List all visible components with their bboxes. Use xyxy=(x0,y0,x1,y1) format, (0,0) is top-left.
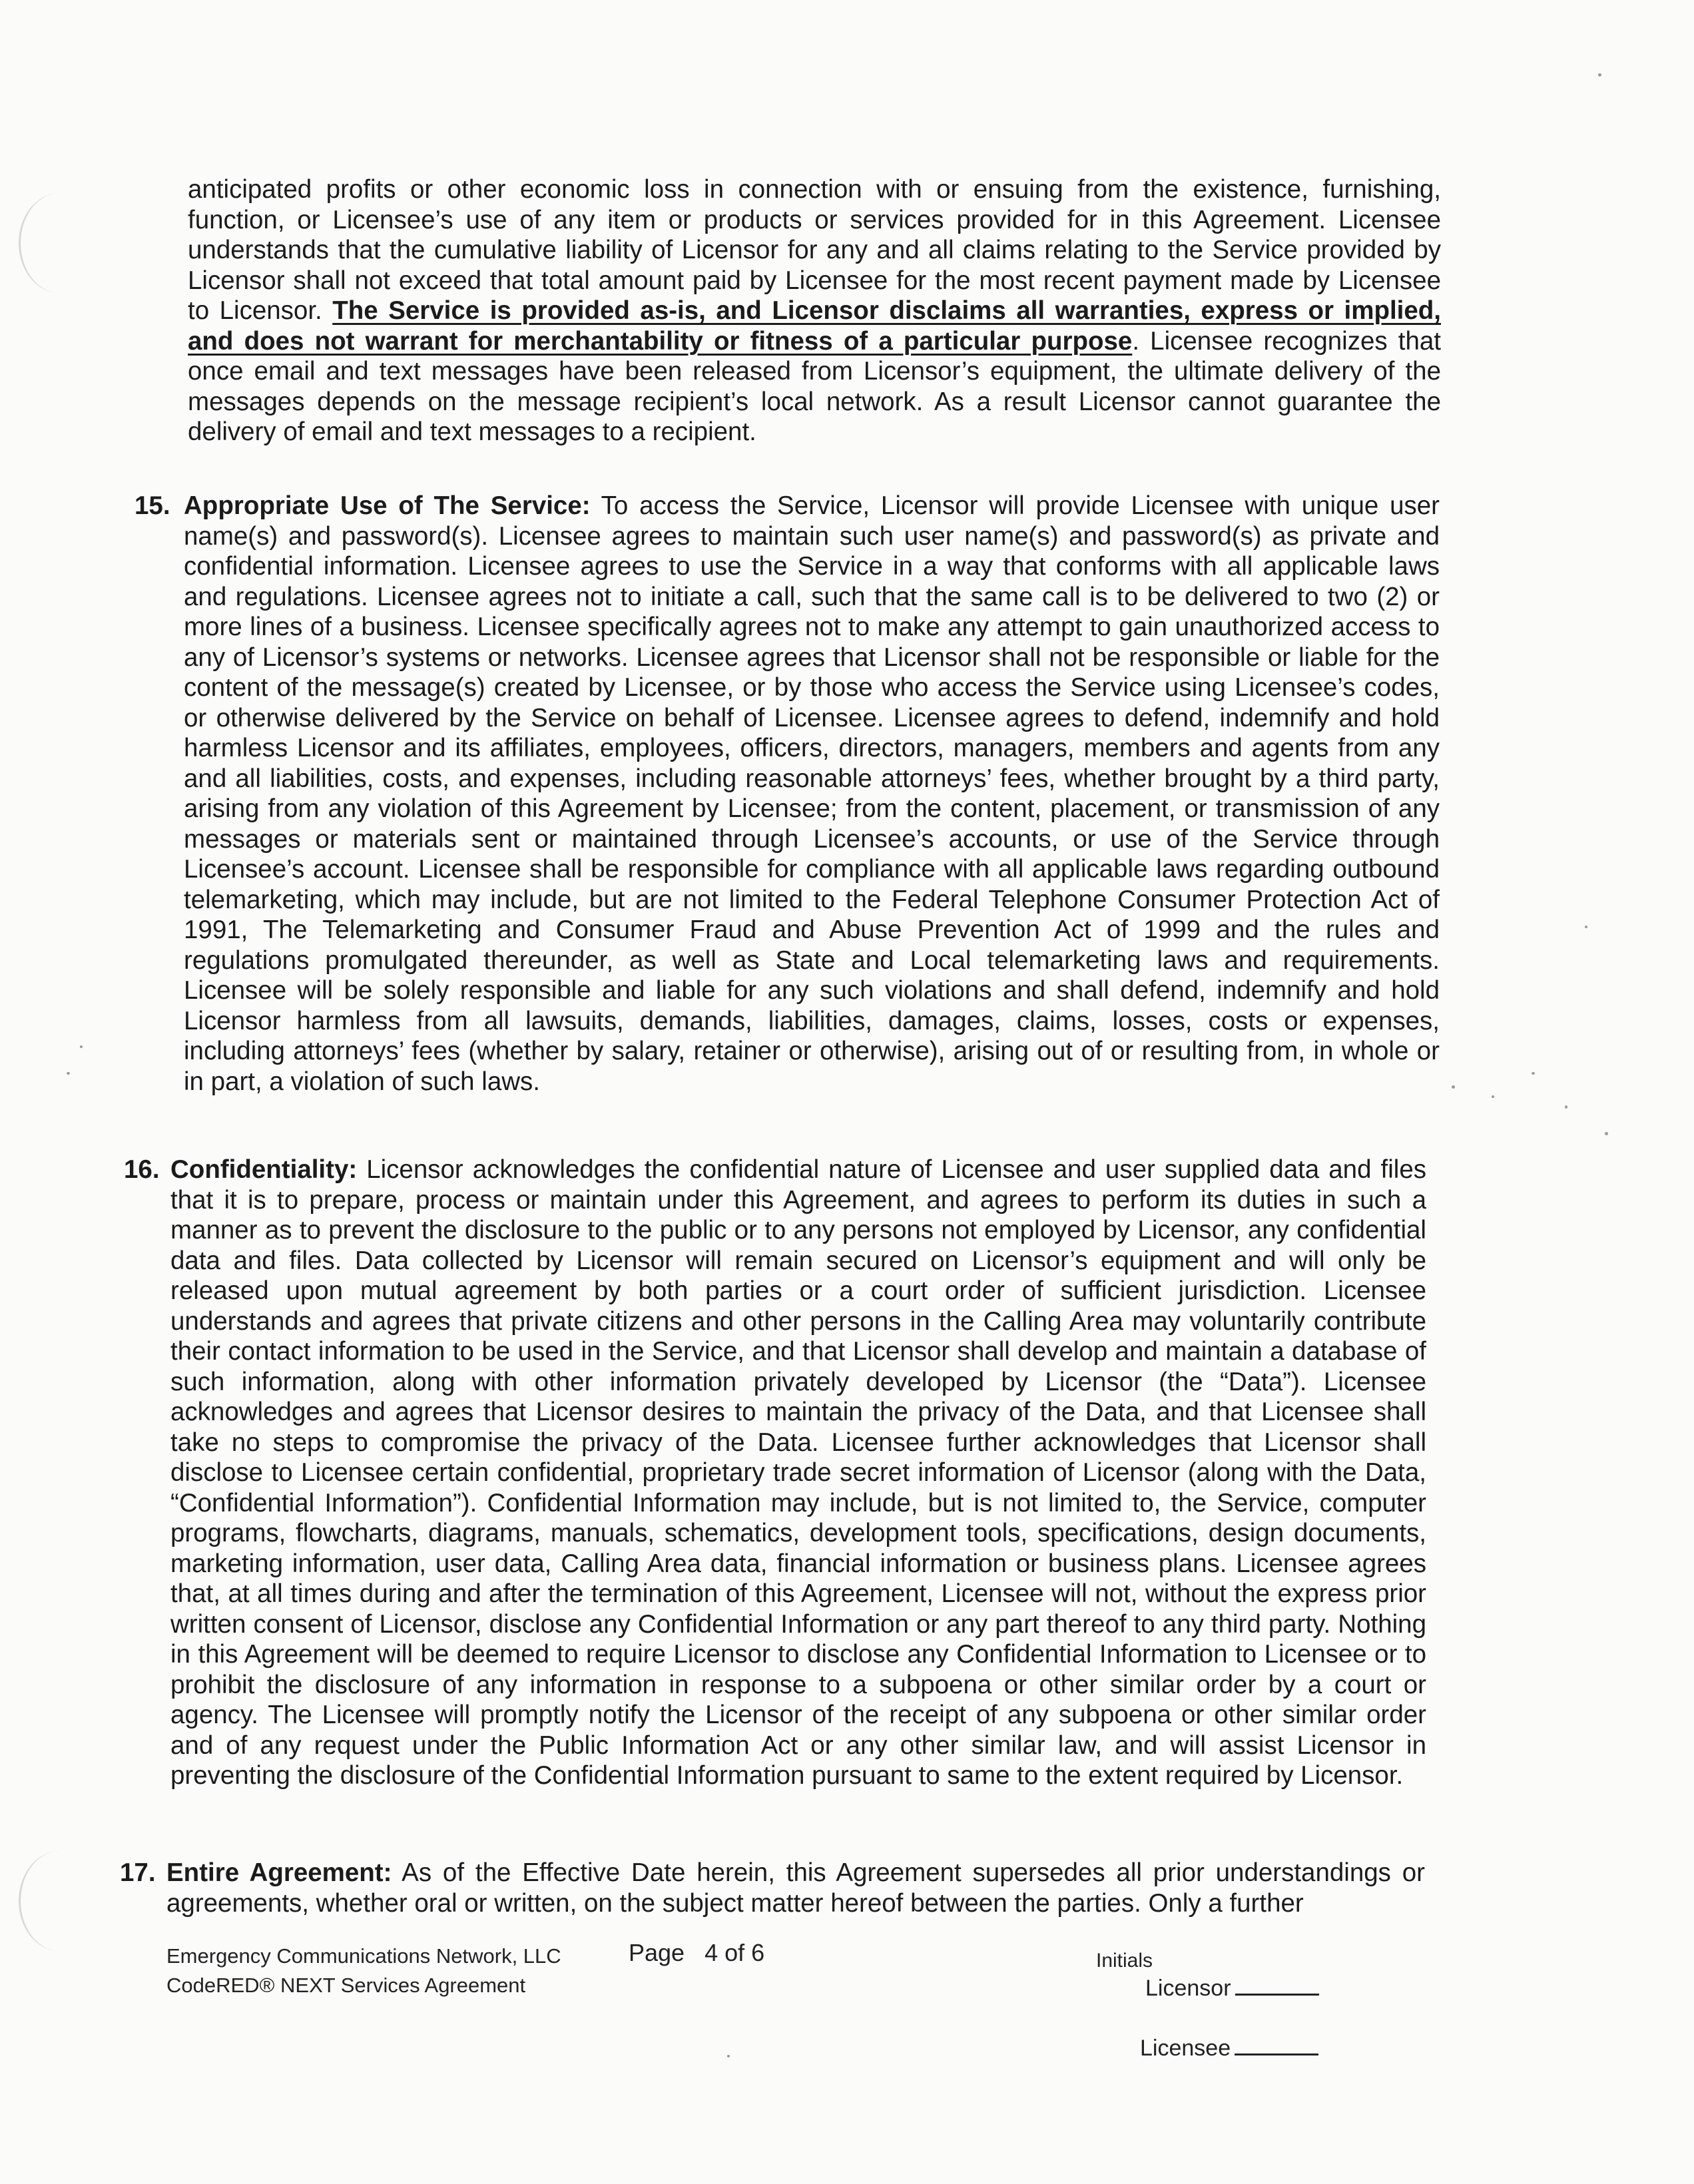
scan-speck xyxy=(727,2055,730,2057)
section-number: 16. xyxy=(124,1155,160,1184)
scan-speck xyxy=(80,1045,83,1048)
licensee-label: Licensee xyxy=(1140,2036,1231,2061)
licensor-label: Licensor xyxy=(1145,1976,1231,2001)
section-heading: Entire Agreement: xyxy=(166,1858,392,1887)
section-body: To access the Service, Licensor will provide Licensee with unique user name(s) and password(s). Licensee agrees to maintain such user name(s) and password(s) as private and confidential information. Licensee agrees to use the Service in a way that conforms with all applicable laws and regulations. Licensee agrees not to initiate a call, such that the same call is to be delivered to two (2) or more lines of a business. Licensee specifically agrees not to make any attempt to gain unauthorized access to any of Licensor’s systems or networks. Licensee agrees that Licensor shall not be responsible or liable for the content of the message(s) created by Licensee, or by those who access the Service using Licensee’s codes, or otherwise delivered by the Service on behalf of Licensee. Licensee agrees to defend, indemnify and hold harmless Licensor and its affiliates, employees, officers, directors, managers, members and agents from any and all liabilities, costs, and expenses, including reasonable attorneys’ fees, whether brought by a third party, arising from any violation of this Agreement by Licensee; from the content, placement, or transmission of any messages or materials sent or maintained through Licensee’s accounts, or use of the Service through Licensee’s account. Licensee shall be responsible for compliance with all applicable laws regarding outbound telemarketing, which may include, but are not limited to the Federal Telephone Consumer Protection Act of 1991, The Telemarketing and Consumer Fraud and Abuse Prevention Act of 1999 and the rules and regulations promulgated thereunder, as well as State and Local telemarketing laws and requirements. Licensee will be solely responsible and liable for any such violations and shall defend, indemnify and hold Licensor harmless from all lawsuits, demands, liabilities, damages, claims, losses, costs or expenses, including attorneys’ fees (whether by salary, retainer or otherwise), arising out of or resulting from, in whole or in part, a violation of such laws. xyxy=(184,491,1440,1096)
section-15 xyxy=(184,491,1440,1097)
page-number: Page 4 of 6 xyxy=(629,1939,765,1966)
section-17 xyxy=(166,1858,1425,1918)
scan-speck xyxy=(1585,926,1587,928)
section-body: Licensor acknowledges the confidential nature of Licensee and user supplied data and files that it is to prepare, process or maintain under this Agreement, and agrees to perform its duties in such a manner as to prevent the disclosure to the public or to any persons not employed by Licensor, any confidential data and files. Data collected by Licensor will remain secured on Licensor’s equipment and will only be released upon mutual agreement by both parties or a court order of sufficient jurisdiction. Licensee understands and agrees that private citizens and other persons in the Calling Area may voluntarily contribute their contact information to be used in the Service, and that Licensor shall develop and maintain a database of such information, along with other information privately developed by Licensor (the “Data”). Licensee acknowledges and agrees that Licensor desires to maintain the privacy of the Data, and that Licensee shall take no steps to compromise the privacy of the Data. Licensee further acknowledges that Licensor shall disclose to Licensee certain confidential, proprietary trade secret information of Licensor (along with the Data, “Confidential Information”). Confidential Information may include, but is not limited to, the Service, computer programs, flowcharts, diagrams, manuals, schematics, development tools, specifications, design documents, marketing information, user data, Calling Area data, financial information or business plans. Licensee agrees that, at all times during and after the termination of this Agreement, Licensee will not, without the express prior written consent of Licensor, disclose any Confidential Information or any part thereof to any third party. Nothing in this Agreement will be deemed to require Licensor to disclose any Confidential Information to Licensee or to prohibit the disclosure of any information in response to a subpoena or other similar order by a court or agency. The Licensee will promptly notify the Licensor of the receipt of any subpoena or other similar order and of any request under the Public Information Act or any other similar law, and will assist Licensor in preventing the disclosure of the Confidential Information pursuant to same to the extent required by Licensor. xyxy=(170,1155,1426,1790)
scan-speck xyxy=(1605,1132,1608,1135)
scan-speck xyxy=(1598,73,1601,77)
scan-speck xyxy=(1492,1095,1494,1098)
signature-blank xyxy=(1235,2035,1318,2055)
section-body: As of the Effective Date herein, this Agreement supersedes all prior understandings or agreements, whether oral or written, on the subject matter hereof between the parties. Only a further xyxy=(166,1858,1425,1918)
licensee-initials-field xyxy=(1140,2035,1318,2061)
disclaimer-emphasis: The Service is provided as-is, and Licensor disclaims all warranties, express or implied, and does not warrant for merchantability or fitness of a particular purpose xyxy=(188,296,1441,356)
section-16 xyxy=(170,1155,1426,1791)
section-number: 15. xyxy=(135,491,170,520)
section-heading: Appropriate Use of The Service: xyxy=(184,491,591,520)
continued-paragraph xyxy=(188,174,1441,447)
section-number: 17. xyxy=(120,1858,156,1887)
licensor-initials-field xyxy=(1145,1975,1319,2002)
scan-speck xyxy=(1565,1105,1567,1109)
footer-company-block xyxy=(166,1942,561,2000)
footer-company: Emergency Communications Network, LLC xyxy=(166,1944,561,1968)
punch-hole-shadow xyxy=(19,1851,101,1951)
signature-blank xyxy=(1235,1975,1319,1996)
punch-hole-shadow xyxy=(19,193,101,293)
section-heading: Confidentiality: xyxy=(170,1155,358,1184)
paragraph-text: . Licensee recognizes that once email and text messages have been released from Licensor’s equipment, the ultimate delivery of the messages depends on the message recipient’s local network. As a result Licensor cannot guarantee the delivery of email and text messages to a recipient. xyxy=(188,326,1441,446)
initials-label: Initials xyxy=(1096,1950,1153,1972)
scan-speck xyxy=(67,1072,70,1075)
paragraph-text: anticipated profits or other economic loss in connection with or ensuing from the existence, furnishing, function, or Licensee’s use of any item or products or services provided for in this Agreement. Licensee understands that the cumulative liability of Licensor for any and all claims relating to the Service provided by Licensor shall not exceed that total amount paid by Licensee for the most recent payment made by Licensee to Licensor. xyxy=(188,175,1441,325)
footer-agreement: CodeRED® NEXT Services Agreement xyxy=(166,1974,526,1997)
scan-speck xyxy=(1452,1085,1455,1089)
scan-speck xyxy=(1532,1072,1535,1075)
